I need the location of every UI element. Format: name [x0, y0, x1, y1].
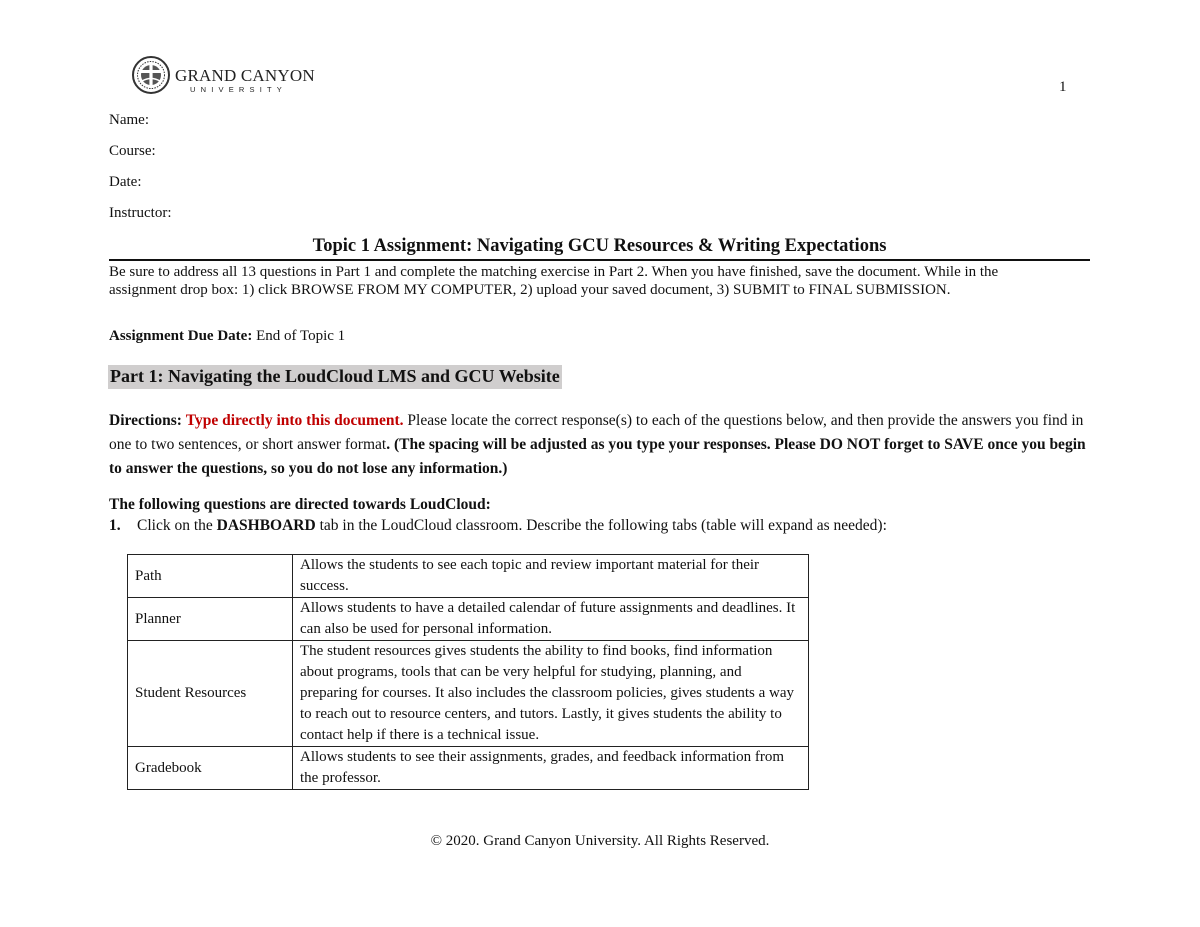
table-row [128, 555, 809, 598]
section-heading-loudcloud: The following questions are directed towards LoudCloud: [109, 496, 491, 513]
page-number: 1 [1059, 79, 1067, 95]
intro-paragraph: Be sure to address all 13 questions in Part 1 and complete the matching exercise in Part 2. When you have finished, save the document. While in the assignment drop box: 1) click BROWSE FROM MY COMPUTER, 2) upload your saved document, 3) SUBMIT to FINAL SUBMISSION. [109, 264, 999, 298]
date-field[interactable]: Date: [109, 174, 142, 190]
table-cell-answer[interactable]: Allows the students to see each topic and review important material for their success. [293, 555, 809, 598]
copyright-footer: © 2020. Grand Canyon University. All Rights Reserved. [430, 833, 770, 849]
table-cell-term: Path [128, 555, 293, 598]
due-date-label: Assignment Due Date: [109, 328, 253, 344]
table-row [128, 641, 809, 747]
table-cell-answer[interactable]: Allows students to have a detailed calendar of future assignments and deadlines. It can also be used for personal information. [293, 598, 809, 641]
question-1-bold: DASHBOARD [216, 517, 316, 534]
assignment-title: Topic 1 Assignment: Navigating GCU Resources & Writing Expectations [109, 236, 1090, 261]
table-cell-term: Planner [128, 598, 293, 641]
logo-name: GRAND CANYON [175, 66, 315, 85]
directions-bold-text: . (The spacing will be adjusted as you type your responses. Please DO NOT forget to SAVE once you begin to answer the questions, so you do not lose any information.) [109, 436, 1086, 477]
logo-subtitle: UNIVERSITY [190, 85, 288, 94]
gcu-logo [131, 54, 321, 96]
directions-text: Please locate the correct response(s) to each of the questions below, and then provide the answers you find in one to two sentences, or short answer format [109, 412, 1084, 453]
table-cell-term: Gradebook [128, 747, 293, 790]
directions-label: Directions: [109, 412, 182, 429]
instructor-field[interactable]: Instructor: [109, 205, 172, 221]
dashboard-tabs-table [127, 554, 809, 790]
part1-heading: Part 1: Navigating the LoudCloud LMS and GCU Website [108, 365, 562, 389]
table-row [128, 747, 809, 790]
table-row [128, 598, 809, 641]
question-1 [109, 517, 887, 535]
table-cell-answer[interactable]: Allows students to see their assignments, grades, and feedback information from the professor. [293, 747, 809, 790]
course-field[interactable]: Course: [109, 143, 156, 159]
question-1-post: tab in the LoudCloud classroom. Describe the following tabs (table will expand as needed): [315, 517, 887, 534]
due-date-value: End of Topic 1 [252, 328, 346, 344]
table-cell-answer[interactable]: The student resources gives students the ability to find books, find information about programs, tools that can be very helpful for studying, planning, and preparing for courses. It also includes the classroom policies, gives students a way to reach out to resource centers, and tutors. Lastly, it gives students the ability to contact help if there is a technical issue. [293, 641, 809, 747]
due-date [109, 328, 345, 345]
question-1-number: 1. [109, 517, 121, 534]
name-field[interactable]: Name: [109, 112, 149, 128]
table-cell-term: Student Resources [128, 641, 293, 747]
directions-red-text: Type directly into this document. [185, 412, 404, 429]
gcu-seal-icon [131, 54, 171, 96]
question-1-pre: Click on the [137, 517, 217, 534]
directions-paragraph [109, 409, 1094, 481]
